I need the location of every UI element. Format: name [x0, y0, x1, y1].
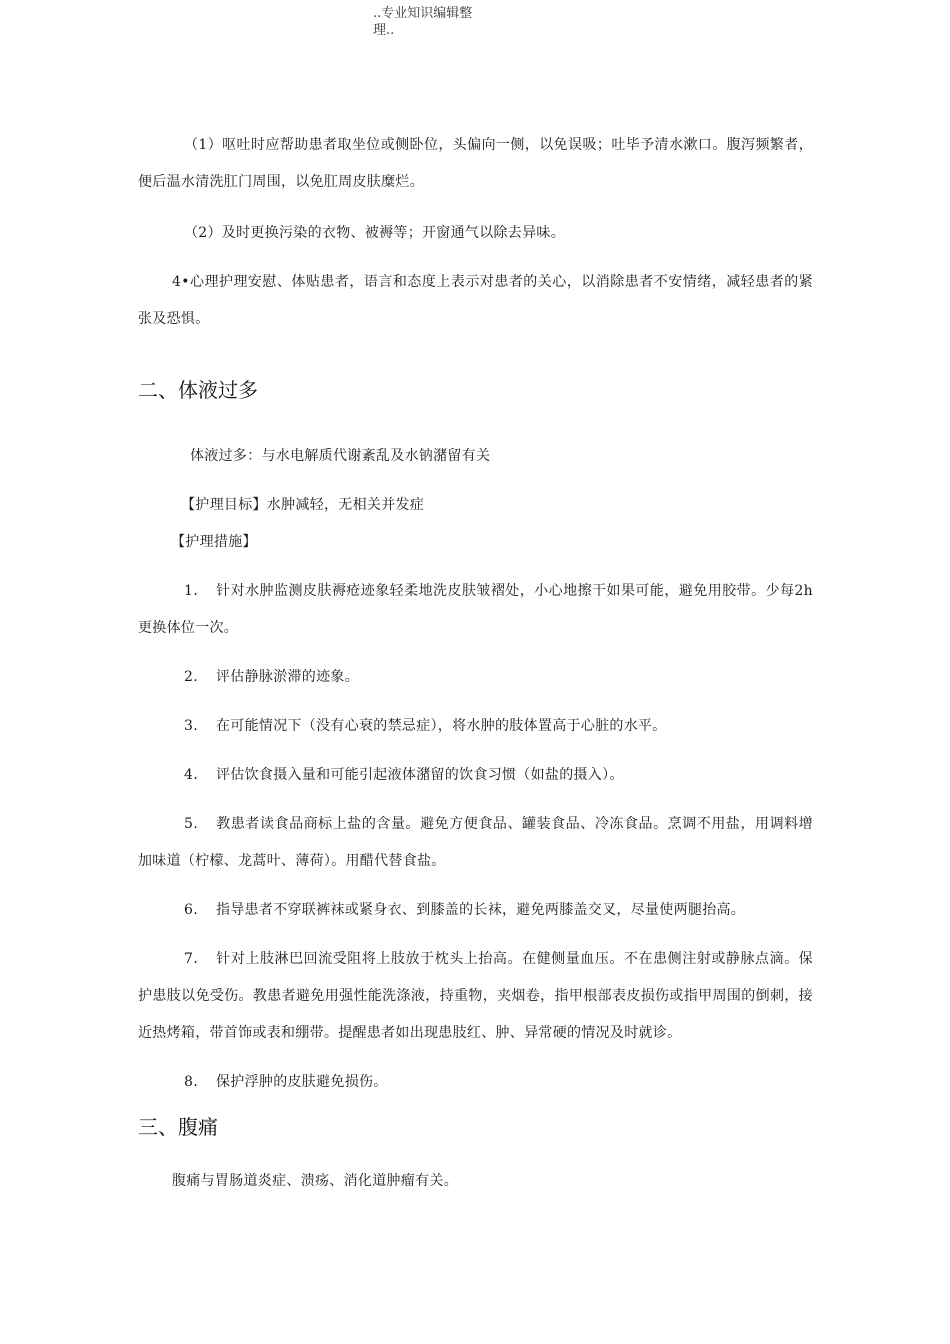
measure-item-2 [138, 659, 813, 696]
measure-item-6 [138, 892, 813, 929]
item-number: 1. [184, 583, 198, 599]
measure-item-8 [138, 1064, 813, 1101]
item-number: 6. [184, 902, 198, 918]
paragraph-abdominal-pain: 腹痛与胃肠道炎症、溃疡、消化道肿瘤有关。 [172, 1173, 458, 1189]
measure-item-5 [138, 806, 813, 880]
measure-item-7 [138, 941, 813, 1052]
page-header [373, 5, 493, 39]
paragraph-vomiting-care: （1）呕吐时应帮助患者取坐位或侧卧位，头偏向一侧，以免误吸；吐毕予清水漱口。腹泻频繁者，便后温水清洗肛门周围，以免肛周皮肤糜烂。 [138, 137, 813, 190]
item-number: 8. [184, 1074, 198, 1090]
section-heading-excess-fluid: 二、体液过多 [138, 378, 258, 402]
item-number: 3. [184, 718, 198, 734]
item-number: 7. [184, 951, 198, 967]
item-text: 评估饮食摄入量和可能引起液体潴留的饮食习惯（如盐的摄入）。 [216, 767, 624, 783]
nursing-goal: 【护理目标】水肿减轻，无相关并发症 [181, 497, 425, 513]
measure-item-4 [138, 757, 813, 794]
header-line-2: 理.. [373, 23, 395, 38]
nursing-measures-title: 【护理措施】 [171, 534, 257, 550]
item-text: 教患者读食品商标上盐的含量。避免方便食品、罐装食品、冷冻食品。烹调不用盐，用调料增加味道（柠檬、龙蒿叶、薄荷）。用醋代替食盐。 [138, 816, 813, 869]
item-text: 指导患者不穿联裤袜或紧身衣、到膝盖的长袜，避免两膝盖交叉，尽量使两腿抬高。 [216, 902, 746, 918]
item-number: 2. [184, 669, 198, 685]
item-text: 针对上肢淋巴回流受阻将上肢放于枕头上抬高。在健侧量血压。不在患侧注射或静脉点滴。保护患肢以免受伤。教患者避免用强性能洗涤液，持重物，夹烟卷，指甲根部表皮损伤或指甲周围的倒刺，接近热烤箱，带首饰或表和绷带。提醒患者如出现患肢红、肿、异常硬的情况及时就诊。 [138, 951, 813, 1041]
measure-item-3 [138, 708, 813, 745]
section-heading-abdominal-pain: 三、腹痛 [138, 1115, 218, 1139]
item-number: 5. [184, 816, 198, 832]
item-text: 保护浮肿的皮肤避免损伤。 [216, 1074, 388, 1090]
item-number: 4. [184, 767, 198, 783]
diagnosis-text: 体液过多：与水电解质代谢紊乱及水钠潴留有关 [190, 448, 491, 464]
header-line-1: ..专业知识编辑整 [373, 6, 473, 21]
item-text: 针对水肿监测皮肤褥疮迹象轻柔地洗皮肤皱褶处，小心地擦干如果可能，避免用胶带。少每2h更换体位一次。 [138, 583, 813, 636]
measure-item-1 [138, 573, 813, 647]
item-text: 在可能情况下（没有心衰的禁忌症），将水肿的肢体置高于心脏的水平。 [216, 718, 667, 734]
paragraph-psychological-care: 4•心理护理安慰、体贴患者，语言和态度上表示对患者的关心，以消除患者不安情绪，减轻患者的紧张及恐惧。 [138, 274, 813, 327]
item-text: 评估静脉淤滞的迹象。 [216, 669, 359, 685]
paragraph-change-clothing: （2）及时更换污染的衣物、被褥等；开窗通气以除去异味。 [184, 225, 566, 241]
